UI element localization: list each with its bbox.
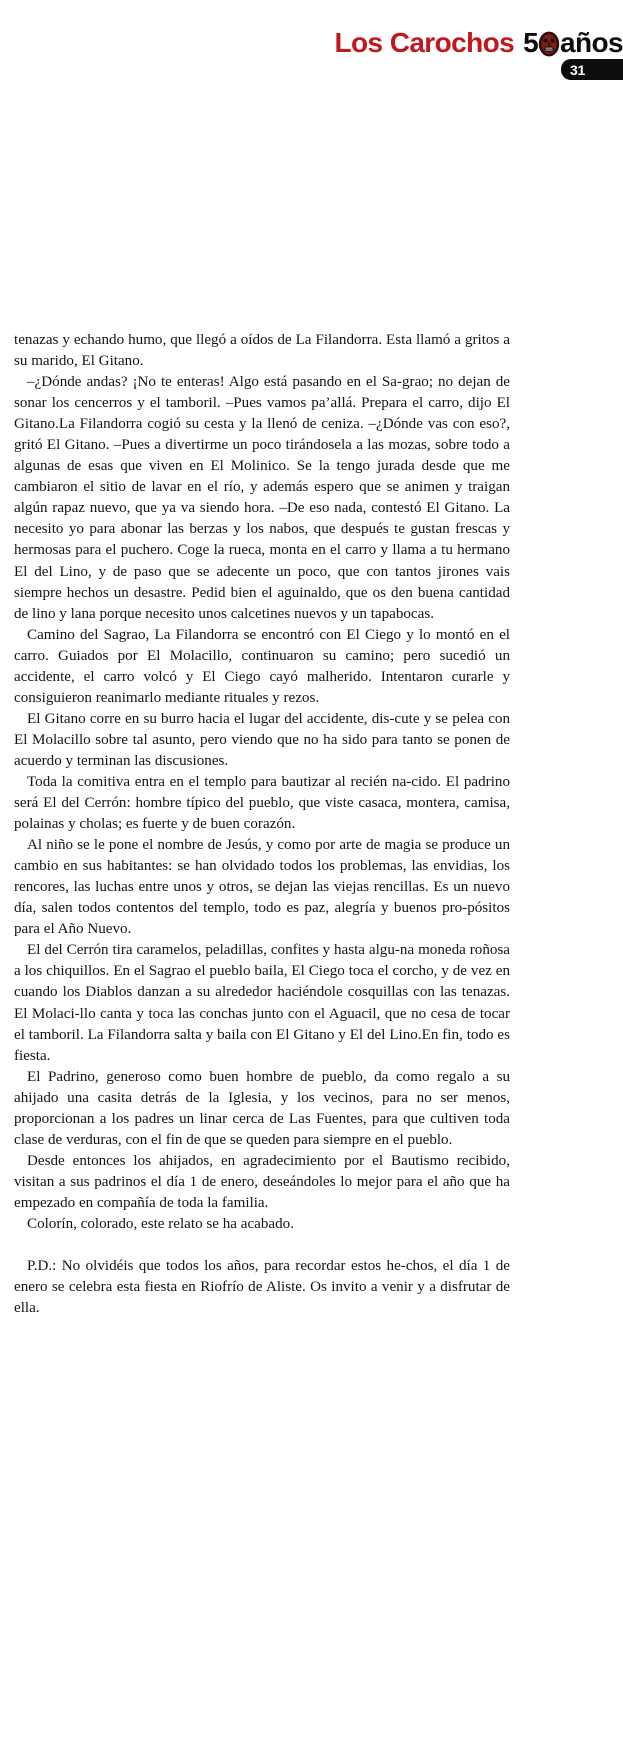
running-head bbox=[0, 26, 623, 78]
running-head-inner bbox=[335, 26, 623, 60]
body-paragraph: El Gitano corre en su burro hacia el lugar del accidente, dis-cute y se pelea con El Molacillo sobre tal asunto, pero viendo que no ha sido para tanto se ponen de acuerdo y terminan las discusiones. bbox=[14, 710, 514, 769]
page-number-text: 31 bbox=[570, 61, 585, 78]
page-number-box bbox=[561, 59, 623, 80]
body-paragraph: Colorín, colorado, este relato se ha acabado. bbox=[27, 1215, 294, 1232]
body-paragraph: El del Cerrón tira caramelos, peladillas, confites y hasta algu-na moneda roñosa a los chiquillos. En el Sagrao el pueblo baila, El Ciego toca el corcho, y de vez en cuando los Diablos danzan a su alrededor haciéndole cosquillas con las tenazas. El Molaci-llo canta y toca las conchas junto con el Aguacil, que no cesa de tocar el tamboril. La Filandorra salta y baila con El Gitano y El del Lino.En fin, todo es fiesta. bbox=[14, 942, 514, 1064]
body-paragraph: Camino del Sagrao, La Filandorra se encontró con El Ciego y lo montó en el carro. Guiados por El Molacillo, continuaron su camino; pero sucedió un accidente, el carro volcó y El Ciego cayó malherido. Intentaron curarle y consiguieron reanimarlo mediante rituales y rezos. bbox=[14, 626, 514, 706]
body-paragraph: –¿Dónde andas? ¡No te enteras! Algo está pasando en el Sa-grao; no dejan de sonar los cencerros y el tamboril. –Pues vamos pa’allá. Prepara el carro, dijo El Gitano.La Filandorra cogió su cesta y la llenó de ceniza. –¿Dónde vas con eso?, gritó El Gitano. –Pues a divertirme un poco tirándosela a las mozas, sobre todo a algunas de esas que viven en El Molinico. Se la tengo jurada desde que me cambiaron el sitio de lavar en el río, y además espero que se animen y traigan algún rapaz nuevo, que ya va siendo hora. –De eso nada, contestó El Gitano. La necesito yo para abonar las berzas y los nabos, que después te gustan frescas y hermosas para el puchero. Coge la rueca, monta en el carro y llama a tu hermano El del Lino, y de paso que se adecente un poco, que con tantos jirones vais siempre hechos un desastre. Pedid bien el aguinaldo, que os den buena cantidad de lino y lana porque necesito unos calcetines nuevos y un tapabocas. bbox=[14, 374, 514, 622]
body-paragraph: El Padrino, generoso como buen hombre de pueblo, da como regalo a su ahijado una casita detrás de la Iglesia, y los vecinos, para no ser menos, proporcionan a los padres un linar cerca de Las Fuentes, para que cultiven toda clase de verduras, con el fin de que se queden para siempre en el pueblo. bbox=[14, 1068, 514, 1148]
anniversary-label bbox=[523, 29, 623, 57]
body-text-column bbox=[14, 330, 514, 1319]
body-paragraph: tenazas y echando humo, que llegó a oídos de La Filandorra. Esta llamó a gritos a su marido, El Gitano. bbox=[14, 332, 514, 370]
anniversary-digit-five: 5 bbox=[523, 27, 539, 58]
body-paragraph: Al niño se le pone el nombre de Jesús, y como por arte de magia se produce un cambio en sus habitantes: se han olvidado todos los problemas, las envidias, los rencores, las luchas entre unos y otros, se dejan las viejas rencillas. Es un nuevo día, salen todos contentos del templo, todo es paz, alegría y buenos pro-pósitos para el Año Nuevo. bbox=[14, 837, 514, 938]
anniversary-word: años bbox=[560, 27, 623, 58]
page-number-badge bbox=[561, 59, 623, 80]
body-paragraph: P.D.: No olvidéis que todos los años, para recordar estos he-chos, el día 1 de enero se celebra esta fiesta en Riofrío de Aliste. Os invito a venir y a disfrutar de ella. bbox=[14, 1258, 514, 1317]
body-paragraph: Desde entonces los ahijados, en agradecimiento por el Bautismo recibido, visitan a sus padrinos el día 1 de enero, deseándoles lo mejor para el año que ha empezado en compañía de toda la familia. bbox=[14, 1152, 514, 1211]
carnival-mask-icon bbox=[538, 31, 560, 57]
publication-title: Los Carochos bbox=[334, 27, 515, 58]
body-paragraph: Toda la comitiva entra en el templo para bautizar al recién na-cido. El padrino será El del Cerrón: hombre típico del pueblo, que viste casaca, montera, camisa, polainas y cholas; es fuerte y de buen corazón. bbox=[14, 773, 514, 833]
